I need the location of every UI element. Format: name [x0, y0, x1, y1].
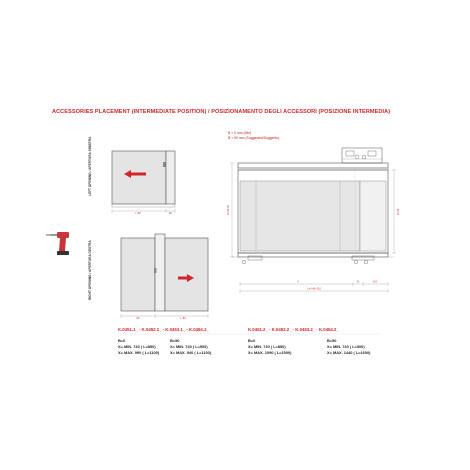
left-opening-view [112, 151, 175, 215]
right-dim-a: 80 [136, 317, 140, 320]
overall-width-dim: L=X+B+110 [307, 287, 321, 291]
spec-block-1 [118, 338, 159, 355]
spec-2-b: B=50 [170, 338, 180, 343]
spec-3-b: B=0 [248, 338, 256, 343]
note-b0: B = 0 mm (Min) [228, 131, 252, 135]
codes-left: K.0451.1_ - K.0452.1_ - K.0453.1_ - K.0454.1_ [118, 327, 209, 332]
spec-1-min: X= MIN. 740 ( L=850) [118, 343, 156, 349]
spec-2-min: X= MIN. 740 ( L=900) [170, 343, 208, 349]
height-dim-left: H=95-20 [227, 204, 230, 216]
spec-block-4 [327, 338, 370, 355]
right-opening-label: RIGHT OPENING / APERTURA DESTRA [88, 240, 92, 300]
spec-2-max: X= MAX. 940 ( L=1100) [170, 349, 212, 355]
note-b50: B = 50 mm (Suggested/Suggerito) [228, 136, 280, 140]
bottom-dim-110: 110 [372, 280, 378, 284]
spec-block-3 [248, 338, 291, 355]
drill-icon [46, 232, 69, 255]
bottom-dim-x: X [297, 280, 299, 284]
spec-1-b: B=0 [118, 338, 126, 343]
height-dim-right: H=ZZ [397, 208, 400, 216]
spec-3-max: X= MAX. 1090 ( L=1500) [248, 349, 292, 355]
left-dim-a: L-80 [135, 212, 141, 215]
spec-3-min: X= MIN. 740 ( L=850) [248, 343, 286, 349]
section-view [226, 148, 400, 293]
left-dim-b: 80 [169, 212, 172, 215]
spec-4-max: X= MAX. 1440 ( L=1600) [327, 349, 371, 355]
spec-block-2 [170, 338, 211, 355]
right-opening-view [121, 234, 208, 320]
spec-4-b: B=50 [327, 338, 337, 343]
bottom-dim-b: B [357, 280, 359, 284]
codes-right: K.0451.2_ - K.0452.2_ - K.0453.2_ - K.0454.2_ [248, 327, 339, 332]
spec-1-max: X= MAX. 990 ( L=1100) [118, 349, 160, 355]
page-title: ACCESSORIES PLACEMENT (INTERMEDIATE POSITION) / POSIZIONAMENTO DEGLI ACCESSORI (POSIZIONE INTERMEDIA) [52, 109, 391, 115]
right-dim-b: L-80 [180, 317, 186, 320]
left-opening-label: LEFT OPENING / APERTURA SINISTRA [88, 136, 92, 196]
spec-4-min: X= MIN. 740 ( L=900) [327, 343, 365, 349]
